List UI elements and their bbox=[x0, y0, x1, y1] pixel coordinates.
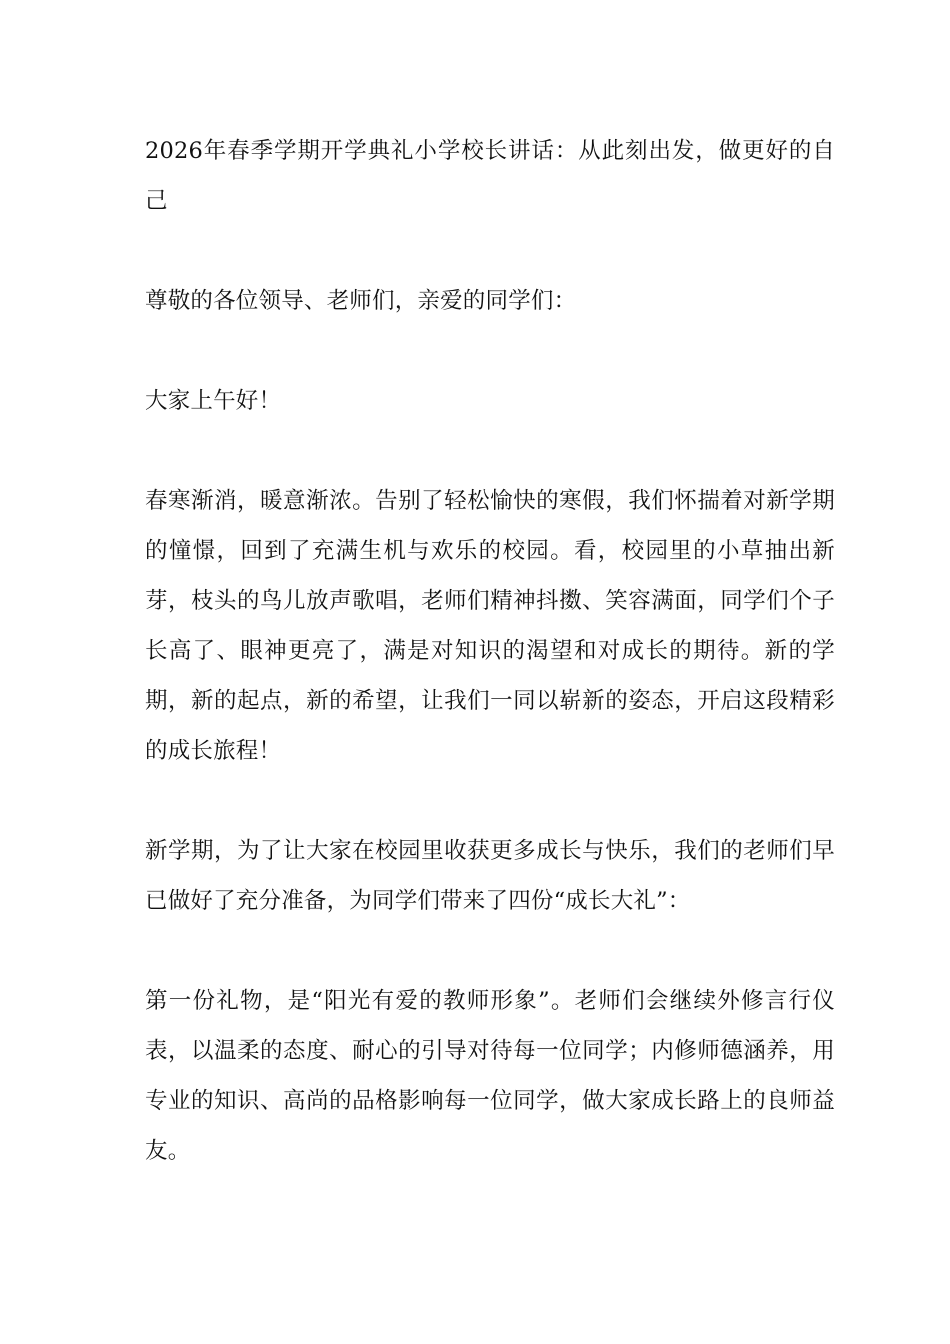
greeting: 大家上午好！ bbox=[145, 388, 282, 414]
paragraph-opening: 春寒渐消，暖意渐浓。告别了轻松愉快的寒假，我们怀揣着对新学期的憧憬，回到了充满生机与欢乐的校园。看，校园里的小草抽出新芽，枝头的鸟儿放声歌唱，老师们精神抖擞、笑容满面，同学们个子长高了、眼神更亮了，满是对知识的渴望和对成长的期待。新的学期，新的起点，新的希望，让我们一同以崭新的姿态，开启这段精彩的成长旅程！ bbox=[145, 488, 835, 764]
document-title: 2026年春季学期开学典礼小学校长讲话：从此刻出发，做更好的自己 bbox=[145, 138, 835, 214]
salutation: 尊敬的各位领导、老师们，亲爱的同学们： bbox=[145, 288, 577, 314]
document-body bbox=[145, 126, 835, 1226]
paragraph-gifts-intro: 新学期，为了让大家在校园里收获更多成长与快乐，我们的老师们早已做好了充分准备，为同学们带来了四份“成长大礼”： bbox=[145, 838, 835, 914]
paragraph-first-gift: 第一份礼物，是“阳光有爱的教师形象”。老师们会继续外修言行仪表，以温柔的态度、耐心的引导对待每一位同学；内修师德涵养，用专业的知识、高尚的品格影响每一位同学，做大家成长路上的良师益友。 bbox=[145, 988, 835, 1164]
